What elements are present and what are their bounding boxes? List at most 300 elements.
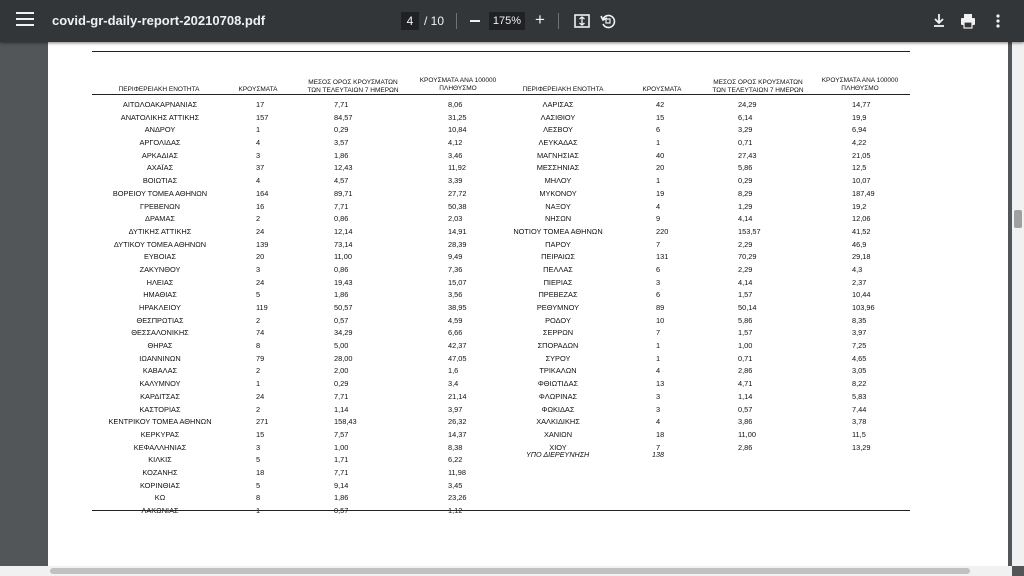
region-name-cell: ΝΗΣΩΝ [544, 214, 572, 224]
region-name-cell: ΚΕΡΚΥΡΑΣ [140, 429, 180, 439]
table-row [48, 492, 1008, 505]
toolbar-divider [456, 13, 457, 29]
header-avg7-line1: ΜΕΣΟΣ ΟΡΟΣ ΚΡΟΥΣΜΑΤΩΝ [308, 79, 398, 86]
avg7-cell: 3,86 [738, 417, 753, 427]
region-name-cell: ΖΑΚΥΝΘΟΥ [139, 264, 181, 274]
cases-cell: 37 [256, 163, 265, 173]
avg7-cell: 12,43 [334, 163, 353, 173]
region-name-cell [141, 505, 178, 517]
region-name-cell: ΔΥΤΙΚΟΥ ΤΟΜΕΑ ΑΘΗΝΩΝ [113, 239, 207, 249]
avg7-cell: 19,43 [334, 277, 353, 287]
avg7-cell: 84,57 [334, 112, 353, 122]
header-avg7-line2: ΤΩΝ ΤΕΛΕΥΤΑΙΩΝ 7 ΗΜΕΡΩΝ [307, 86, 399, 94]
zoom-out-icon[interactable] [470, 20, 480, 22]
cases-cell: 2 [256, 404, 261, 414]
region-name-cell: ΗΜΑΘΙΑΣ [143, 290, 177, 300]
per100k-cell: 3,39 [448, 176, 463, 186]
print-icon[interactable] [958, 11, 978, 31]
per100k-cell: 14,91 [448, 226, 467, 236]
region-name-cell: ΡΟΔΟΥ [545, 315, 571, 325]
region-name-cell: ΗΛΕΙΑΣ [146, 277, 174, 287]
avg7-cell: 2,86 [738, 442, 753, 452]
per100k-cell: 6,66 [448, 328, 463, 338]
per100k-cell: 5,83 [852, 391, 867, 401]
region-name-cell: ΚΑΛΥΜΝΟΥ [139, 379, 181, 389]
per100k-cell: 19,2 [852, 201, 867, 211]
avg7-cell: 1,86 [334, 493, 349, 503]
avg7-cell: 0,29 [334, 125, 349, 135]
cases-cell: 6 [656, 125, 661, 135]
table-row [48, 480, 1008, 493]
region-name-cell: ΛΕΥΚΑΔΑΣ [538, 138, 578, 148]
per100k-cell: 21,05 [852, 150, 871, 160]
per100k-cell: 19,9 [852, 112, 867, 122]
cases-cell: 24 [256, 391, 265, 401]
cases-cell: 18 [256, 467, 265, 477]
table-row [48, 391, 1008, 404]
cases-cell: 220 [656, 226, 669, 236]
cases-cell: 1 [256, 125, 261, 135]
per100k-cell: 12,06 [852, 214, 871, 224]
avg7-cell: 0,71 [738, 138, 753, 148]
vertical-scrollbar[interactable] [1012, 42, 1024, 566]
per100k-cell: 1,6 [448, 366, 459, 376]
top-rule [92, 51, 910, 52]
per100k-cell: 12,5 [852, 163, 867, 173]
per100k-cell: 10,44 [852, 290, 871, 300]
cases-cell: 5 [256, 290, 261, 300]
per100k-cell: 3,97 [448, 404, 463, 414]
table-row [48, 213, 1008, 226]
per100k-cell: 4,12 [448, 138, 463, 148]
toolbar-divider [558, 13, 559, 29]
region-name-cell: ΘΗΡΑΣ [147, 341, 173, 351]
avg7-cell: 11,00 [738, 429, 756, 439]
per100k-cell: 3,45 [448, 480, 463, 490]
per100k-cell: 15,07 [448, 277, 467, 287]
per100k-cell: 7,36 [448, 264, 463, 274]
more-options-icon[interactable] [988, 11, 1008, 31]
per100k-cell: 3,56 [448, 290, 463, 300]
page-number-input[interactable]: 4 [401, 12, 419, 30]
per100k-cell: 103,96 [852, 303, 875, 312]
header-underline-right [508, 94, 910, 95]
per100k-cell: 14,37 [448, 429, 467, 439]
per100k-cell: 47,05 [448, 353, 467, 363]
avg7-cell: 70,29 [738, 252, 757, 262]
under-investigation-label: ΥΠΟ ΔΙΕΡΕΥΝΗΣΗ [526, 450, 590, 459]
per100k-cell: 3,78 [852, 417, 867, 427]
region-name-cell: ΧΙΟΥ [549, 442, 567, 452]
table-row [48, 467, 1008, 480]
avg7-cell: 0,29 [738, 176, 753, 186]
avg7-cell: 7,71 [334, 201, 349, 211]
table-row [48, 226, 1008, 239]
region-name-cell: ΜΥΚΟΝΟΥ [539, 188, 577, 198]
header-per100k-right [810, 77, 910, 92]
table-row [48, 315, 1008, 328]
avg7-cell: 28,00 [334, 353, 353, 363]
cases-cell: 18 [656, 429, 665, 439]
per100k-cell: 3,97 [852, 328, 867, 338]
fit-to-page-icon[interactable] [572, 11, 592, 31]
download-icon[interactable] [929, 11, 949, 31]
table-row [48, 251, 1008, 264]
cases-cell: 2 [256, 315, 261, 325]
region-name-cell: ΜΑΓΝΗΣΙΑΣ [537, 150, 579, 160]
table-row [48, 162, 1008, 175]
region-name-cell: ΚΟΡΙΝΘΙΑΣ [139, 480, 181, 490]
region-name-cell: ΚΙΛΚΙΣ [148, 455, 172, 465]
per100k-cell: 6,22 [448, 455, 463, 465]
region-name-cell: ΑΡΓΟΛΙΔΑΣ [139, 138, 181, 148]
per100k-cell: 7,25 [852, 341, 867, 351]
cases-cell: 4 [656, 417, 661, 427]
table-row [48, 365, 1008, 378]
per100k-cell: 42,37 [448, 341, 467, 351]
cases-cell: 7 [656, 239, 661, 249]
per100k-cell: 31,25 [448, 112, 467, 122]
avg7-cell: 4,57 [334, 176, 349, 186]
avg7-cell: 6,14 [738, 112, 753, 122]
avg7-cell: 5,00 [334, 341, 349, 351]
avg7-cell [334, 505, 348, 517]
per100k-cell: 41,52 [852, 226, 871, 236]
cases-cell: 15 [656, 112, 665, 122]
cases-cell: 139 [256, 239, 269, 249]
per100k-cell: 4,65 [852, 353, 867, 363]
region-name-cell: ΛΕΣΒΟΥ [543, 125, 573, 135]
per100k-cell: 50,38 [448, 201, 467, 211]
avg7-cell: 7,71 [334, 391, 349, 401]
per100k-cell [448, 505, 462, 517]
header-region-right: ΠΕΡΙΦΕΡΕΙΑΚΗ ΕΝΟΤΗΤΑ [522, 86, 604, 93]
cases-cell: 5 [256, 455, 261, 465]
cases-cell: 3 [256, 442, 261, 452]
cases-cell: 3 [656, 391, 661, 401]
avg7-cell: 1,29 [738, 201, 753, 211]
avg7-cell: 0,57 [334, 315, 349, 325]
cases-cell: 42 [656, 100, 665, 109]
avg7-cell: 34,29 [334, 328, 353, 338]
per100k-cell: 2,03 [448, 214, 463, 224]
pdf-page [48, 42, 1008, 566]
region-name-cell: ΔΡΑΜΑΣ [145, 214, 175, 224]
region-name-cell: ΠΕΙΡΑΙΩΣ [541, 252, 575, 262]
region-name-cell: ΛΑΡΙΣΑΣ [542, 100, 574, 109]
header-cases-left: ΚΡΟΥΣΜΑΤΑ [238, 86, 278, 93]
avg7-cell: 2,86 [738, 366, 753, 376]
region-name-cell: ΑΝΔΡΟΥ [144, 125, 176, 135]
table-row [48, 277, 1008, 290]
table-row [48, 505, 1008, 518]
per100k-cell: 29,18 [852, 252, 871, 262]
table-row [48, 150, 1008, 163]
header-per100k-left [408, 77, 508, 92]
region-name-cell: ΚΑΣΤΟΡΙΑΣ [139, 404, 181, 414]
document-title: covid-gr-daily-report-20210708.pdf [52, 13, 266, 28]
region-name-cell: ΠΕΛΛΑΣ [543, 264, 573, 274]
per100k-cell: 26,32 [448, 417, 467, 427]
region-name-cell: ΜΕΣΣΗΝΙΑΣ [536, 163, 580, 173]
region-name-cell: ΝΟΤΙΟΥ ΤΟΜΕΑ ΑΘΗΝΩΝ [513, 226, 603, 236]
header-region-left: ΠΕΡΙΦΕΡΕΙΑΚΗ ΕΝΟΤΗΤΑ [118, 86, 200, 93]
cases-cell: 79 [256, 353, 265, 363]
region-name-cell: ΡΕΘΥΜΝΟΥ [536, 303, 580, 312]
cases-cell: 157 [256, 112, 269, 122]
cases-cell: 1 [256, 379, 261, 389]
per100k-cell: 8,35 [852, 315, 867, 325]
per100k-cell: 10,07 [852, 176, 871, 186]
cases-cell: 13 [656, 379, 665, 389]
table-row [48, 99, 1008, 112]
region-name-cell: ΚΟΖΑΝΗΣ [142, 467, 178, 477]
avg7-cell: 1,86 [334, 290, 349, 300]
table-row [48, 188, 1008, 201]
table-row [48, 378, 1008, 391]
horizontal-scrollbar[interactable] [0, 566, 1012, 576]
region-name-cell: ΚΕΦΑΛΛΗΝΙΑΣ [133, 442, 187, 452]
cases-cell: 89 [656, 303, 665, 312]
per100k-cell: 8,22 [852, 379, 867, 389]
region-name-cell: ΦΩΚΙΔΑΣ [541, 404, 575, 414]
cases-cell: 6 [656, 290, 661, 300]
cases-cell: 74 [256, 328, 265, 338]
region-name-cell: ΣΕΡΡΩΝ [542, 328, 574, 338]
region-name-cell: ΠΡΕΒΕΖΑΣ [538, 290, 578, 300]
avg7-cell: 2,29 [738, 264, 753, 274]
header-avg7-line1: ΜΕΣΟΣ ΟΡΟΣ ΚΡΟΥΣΜΑΤΩΝ [713, 79, 803, 86]
header-per100k-line1: ΚΡΟΥΣΜΑΤΑ ΑΝΑ 100000 [821, 77, 899, 84]
per100k-cell: 3,4 [448, 379, 459, 389]
header-underline-left [92, 94, 508, 95]
per100k-cell: 28,39 [448, 239, 467, 249]
avg7-cell: 2,00 [334, 366, 349, 376]
zoom-in-icon[interactable]: + [535, 10, 545, 29]
region-name-cell: ΦΛΩΡΙΝΑΣ [538, 391, 578, 401]
avg7-cell: 1,14 [334, 404, 349, 414]
cases-cell: 7 [656, 328, 661, 338]
cases-cell: 19 [656, 188, 665, 198]
avg7-cell: 1,57 [738, 290, 753, 300]
per100k-cell: 27,72 [448, 188, 467, 198]
avg7-cell: 3,29 [738, 125, 753, 135]
region-name-cell: ΚΑΡΔΙΤΣΑΣ [140, 391, 180, 401]
table-row [48, 137, 1008, 150]
region-name-cell: ΑΡΚΑΔΙΑΣ [141, 150, 179, 160]
avg7-cell: 4,14 [738, 277, 753, 287]
avg7-cell: 1,57 [738, 328, 753, 338]
avg7-cell: 5,86 [738, 163, 753, 173]
cases-cell: 10 [656, 315, 665, 325]
cases-cell: 6 [656, 264, 661, 274]
region-name-cell: ΦΘΙΩΤΙΔΑΣ [537, 379, 579, 389]
cases-cell: 4 [656, 366, 661, 376]
avg7-cell: 50,57 [334, 303, 353, 312]
cases-cell: 164 [256, 188, 269, 198]
per100k-cell: 4,3 [852, 264, 863, 274]
header-per100k-line2: ΠΛΗΘΥΣΜΟ [841, 84, 879, 92]
header-avg7-left [298, 79, 408, 94]
menu-icon[interactable] [16, 12, 34, 30]
table-row [48, 239, 1008, 252]
region-name-cell: ΛΑΣΙΘΙΟΥ [540, 112, 576, 122]
cases-cell: 8 [256, 341, 261, 351]
region-name-cell: ΝΑΞΟΥ [545, 201, 571, 211]
region-name-cell: ΚΩ [154, 493, 166, 503]
avg7-cell: 8,29 [738, 188, 753, 198]
cases-cell: 1 [656, 138, 661, 148]
avg7-cell: 9,14 [334, 480, 349, 490]
vertical-scroll-thumb[interactable] [1014, 210, 1022, 228]
bottom-rule [92, 510, 910, 511]
region-name-cell: ΜΗΛΟΥ [544, 176, 572, 186]
avg7-cell: 158,43 [334, 417, 357, 427]
rotate-icon[interactable] [598, 11, 618, 31]
avg7-cell: 12,14 [334, 226, 353, 236]
avg7-cell: 4,71 [738, 379, 753, 389]
region-name-cell: ΠΑΡΟΥ [545, 239, 571, 249]
avg7-cell: 1,14 [738, 391, 753, 401]
region-name-cell: ΒΟΡΕΙΟΥ ΤΟΜΕΑ ΑΘΗΝΩΝ [112, 188, 208, 198]
per100k-cell: 3,05 [852, 366, 867, 376]
region-name-cell: ΣΥΡΟΥ [545, 353, 571, 363]
header-avg7-line2: ΤΩΝ ΤΕΛΕΥΤΑΙΩΝ 7 ΗΜΕΡΩΝ [712, 86, 804, 94]
table-row [48, 416, 1008, 429]
per100k-cell: 23,26 [448, 493, 467, 503]
cases-cell: 15 [256, 429, 265, 439]
region-name-cell: ΑΝΑΤΟΛΙΚΗΣ ΑΤΤΙΚΗΣ [120, 112, 200, 122]
region-name-cell: ΚΕΝΤΡΙΚΟΥ ΤΟΜΕΑ ΑΘΗΝΩΝ [108, 417, 212, 427]
per100k-cell: 11,5 [852, 429, 866, 439]
cases-cell: 17 [256, 100, 265, 109]
avg7-cell: 0,86 [334, 264, 349, 274]
cases-cell: 9 [656, 214, 661, 224]
header-cases-right: ΚΡΟΥΣΜΑΤΑ [642, 86, 682, 93]
cases-cell: 3 [656, 277, 661, 287]
avg7-cell: 7,57 [334, 429, 349, 439]
cases-cell: 1 [656, 176, 661, 186]
cases-cell: 8 [256, 493, 261, 503]
under-investigation-value: 138 [652, 450, 664, 459]
avg7-cell: 0,71 [738, 353, 753, 363]
region-name-cell: ΓΡΕΒΕΝΩΝ [140, 201, 180, 211]
per100k-cell: 4,59 [448, 315, 463, 325]
avg7-cell: 50,14 [738, 303, 757, 312]
per100k-cell: 14,77 [852, 100, 871, 109]
avg7-cell: 153,57 [738, 226, 761, 236]
per100k-cell: 4,22 [852, 138, 867, 148]
cases-cell: 5 [256, 480, 261, 490]
per100k-cell: 10,84 [448, 125, 467, 135]
per100k-cell: 2,37 [852, 277, 867, 287]
cases-cell: 3 [256, 150, 261, 160]
pdf-toolbar [0, 0, 1024, 42]
region-name-cell: ΑΧΑΪΑΣ [146, 163, 174, 173]
per100k-cell: 187,49 [852, 188, 875, 198]
region-name-cell: ΕΥΒΟΙΑΣ [143, 252, 177, 262]
zoom-level-input[interactable]: 175% [489, 12, 525, 30]
avg7-cell: 0,57 [738, 404, 753, 414]
cases-cell: 1 [656, 353, 661, 363]
cases-cell: 131 [656, 252, 669, 262]
table-row [48, 353, 1008, 366]
per100k-cell: 7,44 [852, 404, 867, 414]
table-row [48, 264, 1008, 277]
avg7-cell: 1,86 [334, 150, 349, 160]
table-row [48, 112, 1008, 125]
table-row [48, 327, 1008, 340]
cases-cell: 2 [256, 366, 261, 376]
cases-cell: 1 [656, 341, 661, 351]
per100k-cell: 21,14 [448, 391, 467, 401]
table-row [48, 302, 1008, 315]
avg7-cell: 0,86 [334, 214, 349, 224]
per100k-cell: 9,49 [448, 252, 463, 262]
region-name-cell: ΚΑΒΑΛΑΣ [142, 366, 178, 376]
avg7-cell: 89,71 [334, 188, 353, 198]
cases-cell: 24 [256, 226, 265, 236]
avg7-cell: 24,29 [738, 100, 757, 109]
avg7-cell: 1,00 [334, 442, 349, 452]
per100k-cell: 11,98 [448, 467, 466, 477]
region-name-cell: ΙΩΑΝΝΙΝΩΝ [139, 353, 181, 363]
avg7-cell: 4,14 [738, 214, 753, 224]
cases-cell: 16 [256, 201, 265, 211]
avg7-cell: 5,86 [738, 315, 753, 325]
header-avg7-right [698, 79, 818, 94]
cases-cell: 119 [256, 303, 268, 312]
region-name-cell: ΧΑΝΙΩΝ [543, 429, 573, 439]
avg7-cell: 7,71 [334, 467, 349, 477]
avg7-cell: 1,00 [738, 341, 753, 351]
cases-cell [256, 505, 260, 517]
cases-cell: 4 [256, 138, 261, 148]
cases-cell: 271 [256, 417, 269, 427]
header-per100k-line1: ΚΡΟΥΣΜΑΤΑ ΑΝΑ 100000 [419, 77, 497, 84]
region-name-cell: ΘΕΣΣΑΛΟΝΙΚΗΣ [131, 328, 189, 338]
header-per100k-line2: ΠΛΗΘΥΣΜΟ [439, 84, 477, 92]
per100k-cell: 8,06 [448, 100, 463, 109]
cases-cell: 2 [256, 214, 261, 224]
per100k-cell: 8,38 [448, 442, 463, 452]
horizontal-scroll-thumb[interactable] [50, 568, 970, 574]
avg7-cell: 3,57 [334, 138, 349, 148]
table-row [48, 340, 1008, 353]
cases-cell: 40 [656, 150, 665, 160]
cases-cell: 20 [256, 252, 265, 262]
table-row [48, 201, 1008, 214]
avg7-cell: 1,71 [334, 455, 349, 465]
region-name-cell: ΤΡΙΚΑΛΩΝ [539, 366, 577, 376]
cases-cell: 3 [656, 404, 661, 414]
cases-cell: 4 [656, 201, 661, 211]
cases-cell: 20 [656, 163, 665, 173]
avg7-cell: 27,43 [738, 150, 757, 160]
avg7-cell: 7,71 [334, 100, 349, 109]
per100k-cell: 11,92 [448, 163, 466, 173]
table-row [48, 124, 1008, 137]
cases-cell: 7 [656, 442, 661, 452]
region-name-cell: ΗΡΑΚΛΕΙΟΥ [139, 303, 181, 312]
region-name-cell: ΘΕΣΠΡΩΤΙΑΣ [136, 315, 184, 325]
region-name-cell: ΒΟΙΩΤΙΑΣ [142, 176, 178, 186]
cases-cell: 3 [256, 264, 261, 274]
table-row [48, 429, 1008, 442]
table-row [48, 289, 1008, 302]
per100k-cell: 46,9 [852, 239, 867, 249]
per100k-cell: 13,29 [852, 442, 871, 452]
